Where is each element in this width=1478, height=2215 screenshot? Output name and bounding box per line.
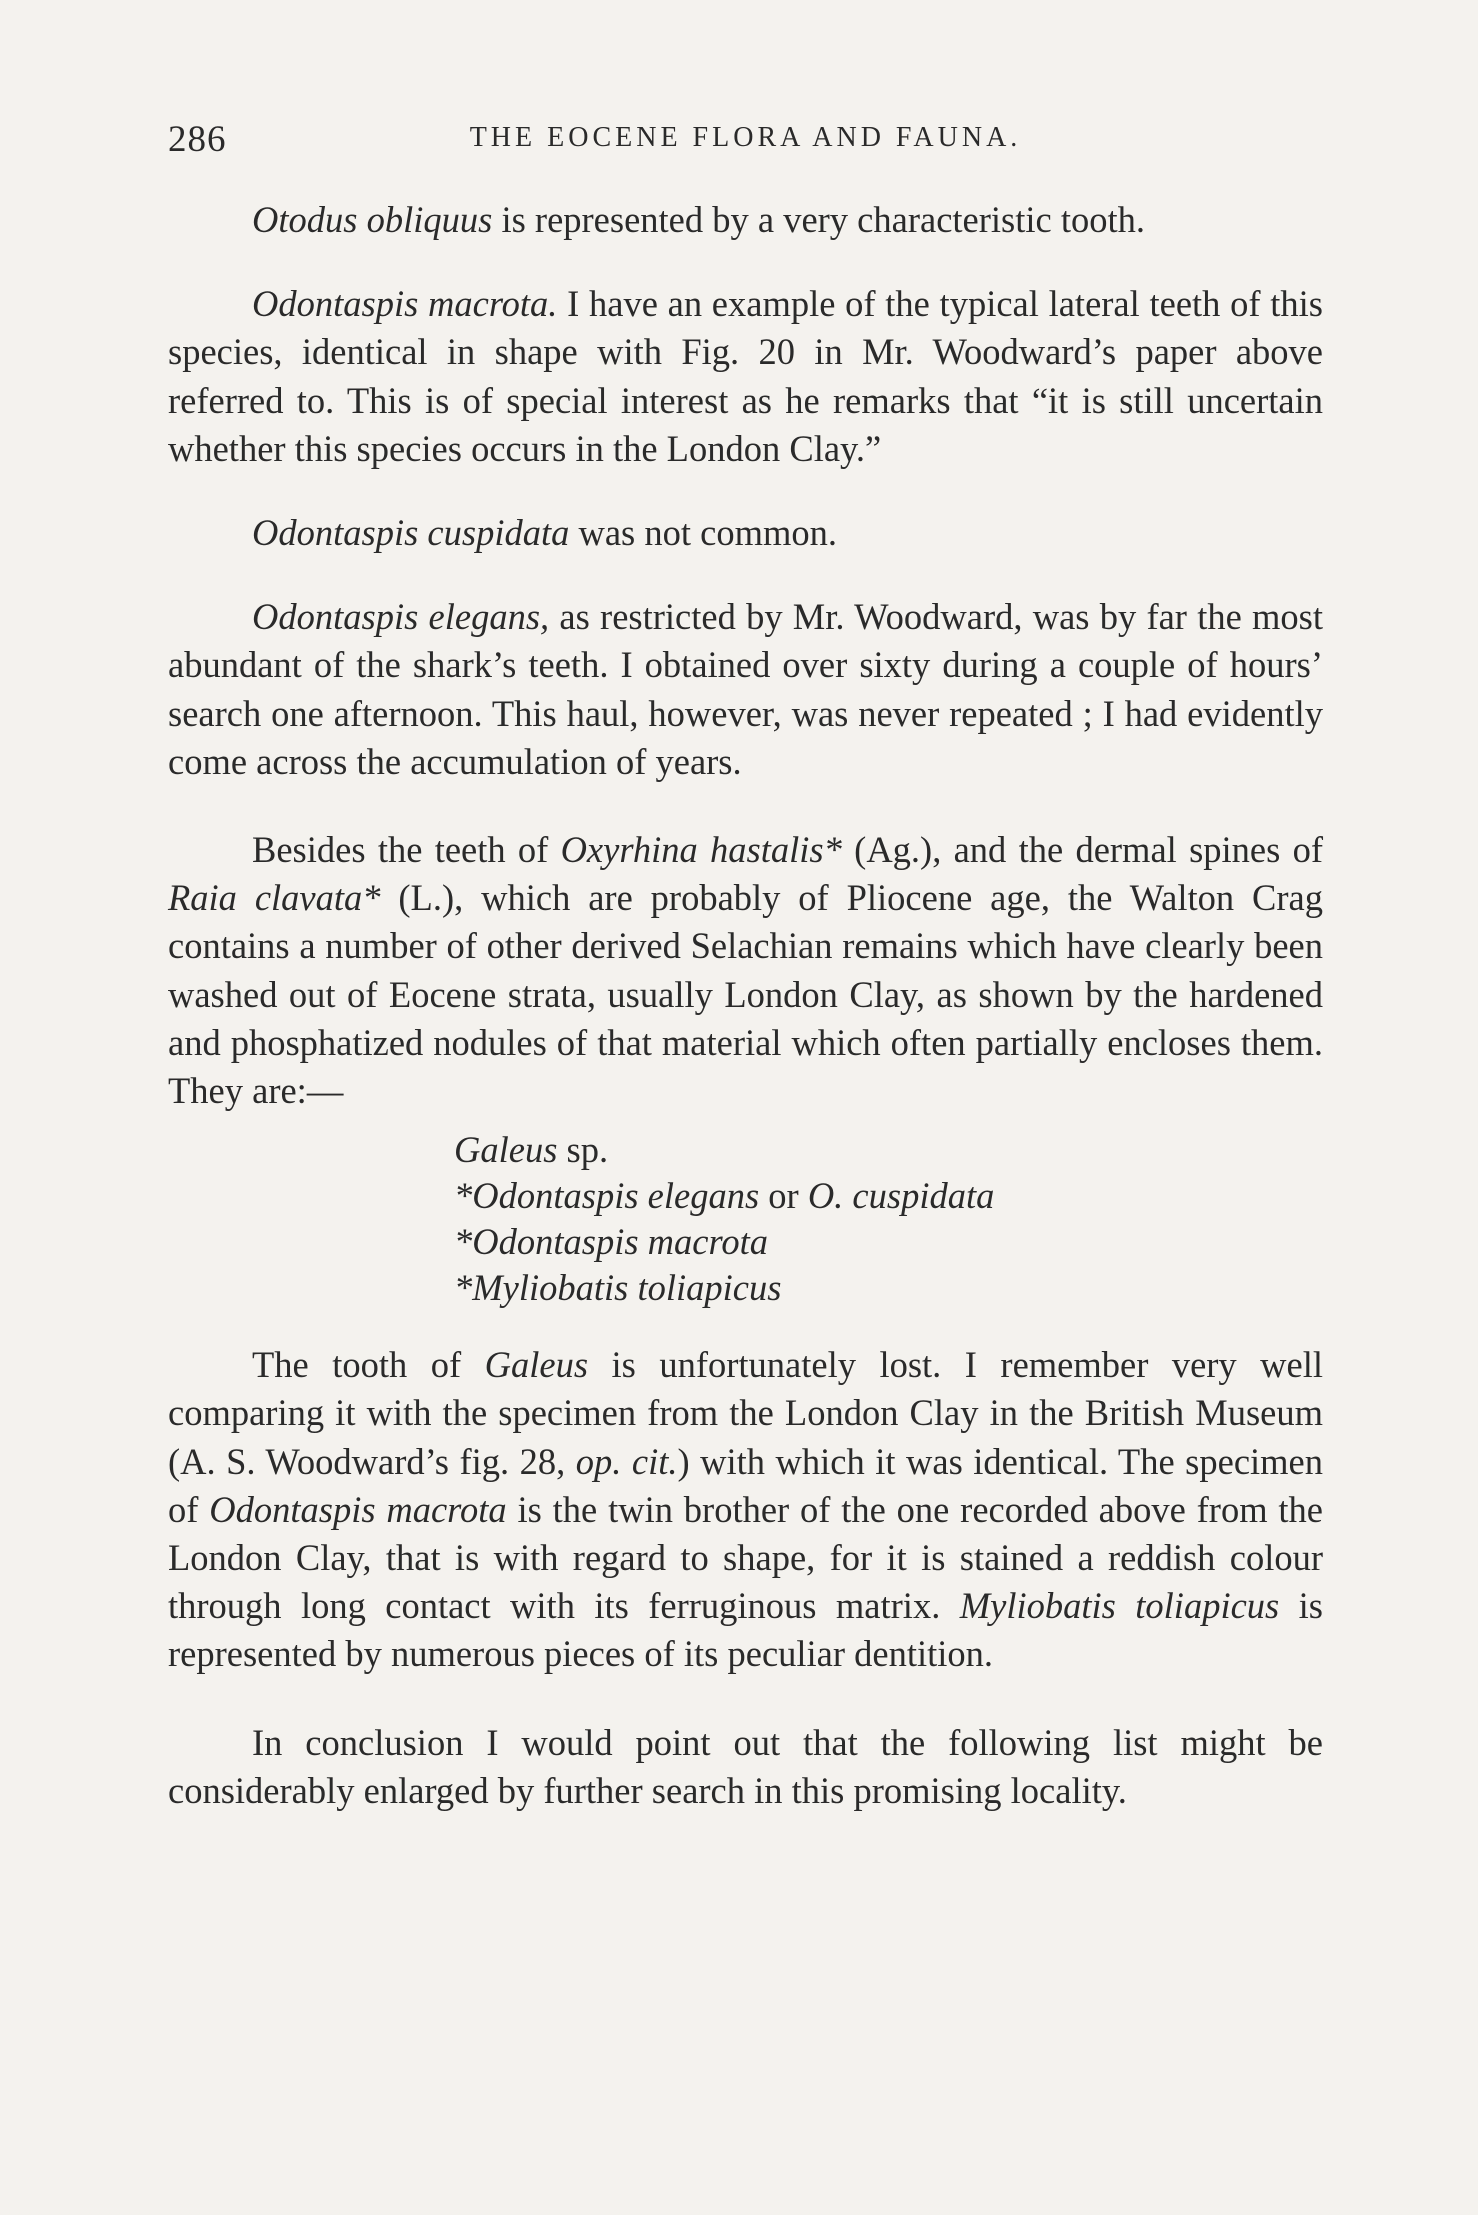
paragraph-text: The tooth of — [252, 1344, 485, 1386]
paragraph-conclusion — [168, 1719, 1323, 1815]
list-item-text: sp. — [557, 1129, 609, 1171]
paragraph-text: as restricted by Mr. Woodward, was by far the most abundant of the shark’s teeth. I obtained over sixty during a couple of hours’ search one afternoon. This haul, however, was never repeated ; I had evidently come across the accumulation of years. — [168, 596, 1324, 782]
paragraph-text: ) with which it was identical. The specimen of — [168, 1440, 1323, 1530]
paragraph-text: is represented by numerous pieces of its peculiar dentition. — [168, 1585, 1324, 1675]
species-name: Galeus — [454, 1129, 558, 1171]
species-name: Raia clavata* — [168, 877, 381, 919]
paragraph-odontaspis-elegans — [168, 593, 1323, 786]
species-name: Odontaspis cuspidata — [252, 512, 570, 554]
species-list — [454, 1127, 1323, 1311]
species-name: Myliobatis toliapicus — [959, 1585, 1280, 1627]
citation: op. cit. — [575, 1440, 678, 1482]
paragraph-text: was not common. — [569, 512, 838, 554]
species-name: Odontaspis macrota — [209, 1488, 507, 1530]
list-item — [454, 1127, 1323, 1173]
species-name: *Odontaspis elegans — [454, 1175, 760, 1217]
paragraph-text: Besides the teeth of — [252, 829, 561, 871]
page-header — [168, 118, 1323, 168]
page-body — [168, 196, 1323, 1815]
paragraph-text: In conclusion I would point out that the following list might be considerably enlarged by further search in this promising locality. — [168, 1721, 1323, 1811]
species-name: O. cuspidata — [807, 1175, 995, 1217]
species-name: Galeus — [484, 1344, 589, 1386]
species-name: Odontaspis elegans, — [252, 596, 550, 638]
paragraph-derived-remains — [168, 826, 1323, 1115]
paragraph-text: (Ag.), and the dermal spines of — [841, 829, 1323, 871]
paragraph-text: is represented by a very characteristic tooth. — [492, 199, 1145, 240]
paragraph-text: is the twin brother of the one recorded above from the London Clay, that is with regard to shape, for it is stained a reddish colour through long contact with its ferruginous matrix. — [168, 1488, 1324, 1627]
paragraph-text: I have an example of the typical lateral teeth of this species, identical in shape with Fig. 20 in Mr. Woodward’s paper above referred to. This is of special interest as he remarks that “it is still uncertain whether this species occurs in the London Clay.” — [168, 283, 1323, 469]
paragraph-otodus — [168, 196, 1323, 244]
list-item: *Odontaspis macrota — [454, 1221, 768, 1263]
paragraph-text: is unfortunately lost. I remember very well comparing it with the specimen from the London Clay in the British Museum (A. S. Woodward’s fig. 28, — [168, 1344, 1324, 1482]
species-name: Odontaspis macrota. — [252, 283, 558, 325]
list-item-text: or — [759, 1175, 808, 1217]
page-number: 286 — [168, 119, 227, 160]
species-name: Oxyrhina hastalis* — [560, 829, 842, 871]
species-name: Otodus obliquus — [252, 199, 493, 240]
list-item — [454, 1173, 1323, 1219]
paragraph-odontaspis-cuspidata — [168, 509, 1323, 557]
paragraph-text: (L.), which are probably of Pliocene age, the Walton Crag contains a number of other derived Selachian remains which have clearly been washed out of Eocene strata, usually London Clay, as shown by the hardened and phosphatized nodules of that material which often partially encloses them. They are:— — [168, 877, 1323, 1112]
paragraph-odontaspis-macrota — [168, 280, 1323, 473]
running-head: THE EOCENE FLORA AND FAUNA. — [469, 122, 1022, 153]
paragraph-galeus — [168, 1341, 1323, 1678]
list-item: *Myliobatis toliapicus — [454, 1267, 782, 1309]
